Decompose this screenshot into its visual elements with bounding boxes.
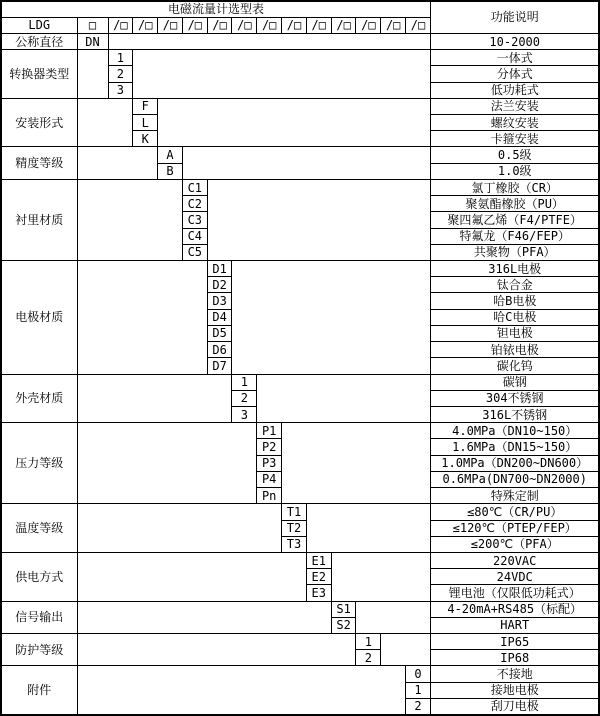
code-cell: D3	[207, 293, 232, 309]
function-cell: ≤80℃（CR/PU）	[430, 504, 599, 520]
function-cell: 哈B电极	[430, 293, 599, 309]
function-cell: 1.6MPa（DN15~150）	[430, 439, 599, 455]
model-prefix: LDG	[1, 17, 77, 33]
spacer-cell	[108, 33, 430, 49]
model-slot: /□	[257, 17, 282, 33]
spacer-cell	[77, 98, 133, 147]
code-cell: P3	[257, 455, 282, 471]
spacer-cell	[306, 504, 430, 553]
function-cell: 氯丁橡胶（CR）	[430, 179, 599, 195]
function-cell: 钽电极	[430, 325, 599, 341]
function-cell: 接地电极	[430, 682, 599, 698]
code-cell: D5	[207, 325, 232, 341]
function-cell: 特殊定制	[430, 488, 599, 504]
function-cell: 螺纹安装	[430, 115, 599, 131]
function-cell: 24VDC	[430, 569, 599, 585]
function-cell: 304不锈钢	[430, 390, 599, 406]
code-cell: L	[133, 115, 158, 131]
section-label: 防护等级	[1, 634, 77, 666]
section-label: 温度等级	[1, 504, 77, 553]
model-slot: /□	[356, 17, 381, 33]
function-cell: 4-20mA+RS485（标配）	[430, 601, 599, 617]
code-cell: E2	[306, 569, 331, 585]
function-cell: 1.0级	[430, 163, 599, 179]
function-cell: 共聚物（PFA）	[430, 244, 599, 260]
function-cell: 低功耗式	[430, 82, 599, 98]
model-slot: /□	[158, 17, 183, 33]
code-cell: D7	[207, 358, 232, 374]
code-cell: 2	[232, 390, 257, 406]
code-cell: P2	[257, 439, 282, 455]
model-slot: /□	[133, 17, 158, 33]
function-cell: 1.0MPa（DN200~DN600）	[430, 455, 599, 471]
code-cell: D6	[207, 342, 232, 358]
model-slot: /□	[108, 17, 133, 33]
spacer-cell	[77, 601, 331, 633]
spacer-cell	[77, 374, 232, 423]
spacer-cell	[77, 261, 207, 375]
code-cell: D1	[207, 261, 232, 277]
code-cell: 0	[406, 666, 431, 682]
section-label: 转换器类型	[1, 50, 77, 99]
spacer-cell	[158, 98, 431, 147]
section-label: 公称直径	[1, 33, 77, 49]
code-cell: Pn	[257, 488, 282, 504]
code-cell: E3	[306, 585, 331, 601]
spacer-cell	[77, 50, 108, 99]
spacer-cell	[77, 552, 306, 601]
code-cell: F	[133, 98, 158, 114]
code-cell: 1	[406, 682, 431, 698]
code-cell: B	[158, 163, 183, 179]
model-slot: /□	[406, 17, 431, 33]
code-cell: K	[133, 131, 158, 147]
function-cell: 220VAC	[430, 552, 599, 568]
code-cell: DN	[77, 33, 108, 49]
model-slot: /□	[282, 17, 307, 33]
function-cell: IP65	[430, 634, 599, 650]
function-cell: 铂铱电极	[430, 342, 599, 358]
section-label: 供电方式	[1, 552, 77, 601]
model-box-cell: □	[77, 17, 108, 33]
spacer-cell	[331, 552, 430, 601]
section-label: 安装形式	[1, 98, 77, 147]
code-cell: S2	[331, 617, 356, 633]
function-cell: 4.0MPa（DN10~150）	[430, 423, 599, 439]
spacer-cell	[77, 147, 158, 179]
spacer-cell	[282, 423, 431, 504]
code-cell: E1	[306, 552, 331, 568]
spacer-cell	[77, 504, 282, 553]
function-column-header: 功能说明	[430, 1, 599, 33]
code-cell: P1	[257, 423, 282, 439]
spacer-cell	[381, 634, 431, 666]
function-cell: 聚氨酯橡胶（PU）	[430, 196, 599, 212]
code-cell: A	[158, 147, 183, 163]
function-cell: 哈C电极	[430, 309, 599, 325]
code-cell: D4	[207, 309, 232, 325]
code-cell: C4	[182, 228, 207, 244]
table-title: 电磁流量计选型表	[1, 1, 430, 17]
function-cell: 法兰安装	[430, 98, 599, 114]
code-cell: 2	[406, 698, 431, 715]
function-cell: ≤200℃（PFA）	[430, 536, 599, 552]
section-label: 信号输出	[1, 601, 77, 633]
function-cell: 钛合金	[430, 277, 599, 293]
section-label: 精度等级	[1, 147, 77, 179]
function-cell: 锂电池（仅限低功耗式）	[430, 585, 599, 601]
function-cell: HART	[430, 617, 599, 633]
spacer-cell	[356, 601, 431, 633]
section-label: 电极材质	[1, 261, 77, 375]
function-cell: 碳化钨	[430, 358, 599, 374]
model-slot: /□	[182, 17, 207, 33]
code-cell: C5	[182, 244, 207, 260]
spacer-cell	[207, 179, 430, 260]
spacer-cell	[182, 147, 430, 179]
function-cell: 特氟龙（F46/FEP）	[430, 228, 599, 244]
code-cell: T2	[282, 520, 307, 536]
function-cell: ≤120℃（PTEP/FEP）	[430, 520, 599, 536]
spacer-cell	[77, 634, 356, 666]
model-slot: /□	[381, 17, 406, 33]
code-cell: C2	[182, 196, 207, 212]
code-cell: D2	[207, 277, 232, 293]
model-slot: /□	[331, 17, 356, 33]
spacer-cell	[77, 666, 406, 715]
section-label: 压力等级	[1, 423, 77, 504]
function-cell: 一体式	[430, 50, 599, 66]
model-slot: /□	[306, 17, 331, 33]
code-cell: T1	[282, 504, 307, 520]
function-cell: IP68	[430, 650, 599, 666]
code-cell: 2	[108, 66, 133, 82]
model-slot: /□	[207, 17, 232, 33]
function-cell: 卡箍安装	[430, 131, 599, 147]
code-cell: S1	[331, 601, 356, 617]
spacer-cell	[77, 423, 257, 504]
function-cell: 0.5级	[430, 147, 599, 163]
function-cell: 碳钢	[430, 374, 599, 390]
spacer-cell	[257, 374, 431, 423]
spacer-cell	[133, 50, 431, 99]
code-cell: 3	[108, 82, 133, 98]
code-cell: 1	[232, 374, 257, 390]
function-cell: 10-2000	[430, 33, 599, 49]
code-cell: 2	[356, 650, 381, 666]
code-cell: C3	[182, 212, 207, 228]
section-label: 衬里材质	[1, 179, 77, 260]
function-cell: 316L不锈钢	[430, 406, 599, 422]
section-label: 外壳材质	[1, 374, 77, 423]
model-slot: /□	[232, 17, 257, 33]
function-cell: 不接地	[430, 666, 599, 682]
code-cell: P4	[257, 471, 282, 487]
function-cell: 0.6MPa(DN700~DN2000)	[430, 471, 599, 487]
code-cell: T3	[282, 536, 307, 552]
spacer-cell	[232, 261, 430, 375]
function-cell: 316L电极	[430, 261, 599, 277]
spacer-cell	[77, 179, 182, 260]
function-cell: 刮刀电极	[430, 698, 599, 715]
function-cell: 聚四氟乙烯（F4/PTFE）	[430, 212, 599, 228]
function-cell: 分体式	[430, 66, 599, 82]
code-cell: 1	[356, 634, 381, 650]
code-cell: 1	[108, 50, 133, 66]
section-label: 附件	[1, 666, 77, 715]
code-cell: C1	[182, 179, 207, 195]
code-cell: 3	[232, 406, 257, 422]
